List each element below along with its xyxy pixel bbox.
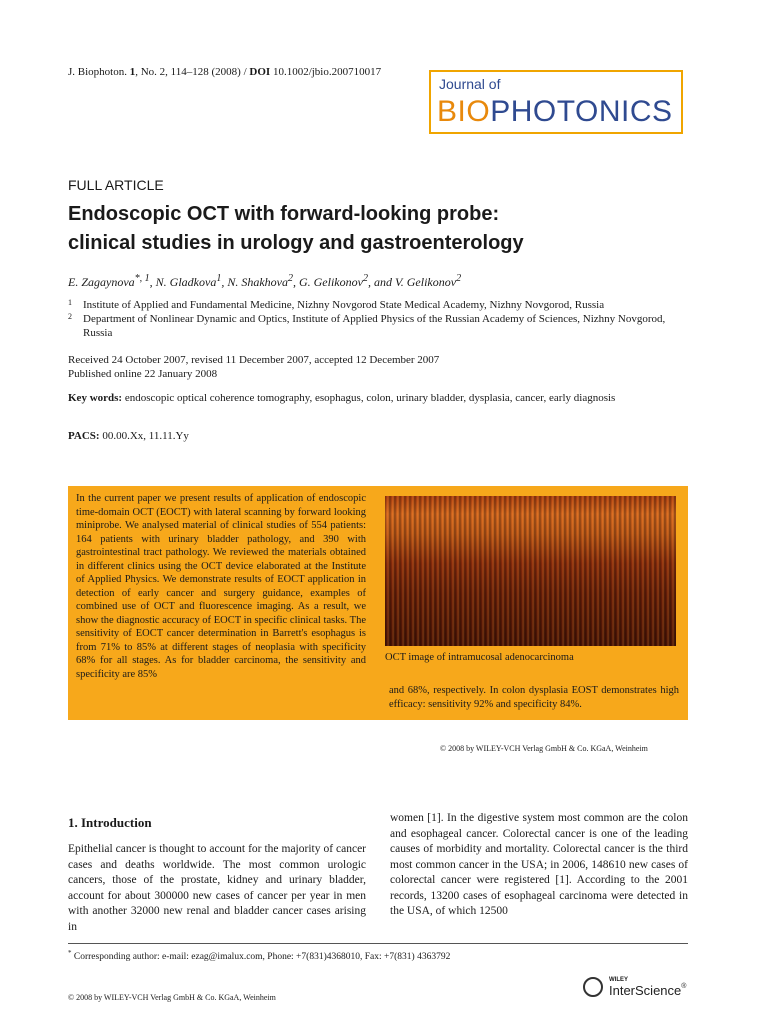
title-line-2: clinical studies in urology and gastroenterology (68, 232, 524, 254)
author-name: G. Gelikonov (298, 275, 363, 289)
body-text-right-column: women [1]. In the digestive system most common are the colon and esophageal cancer. Colorectal cancer is one of the leading causes of morbidity and mortality. Colorectal cancer is the third most common cancer in the USA; in 2006, 148610 new cases of colorectal cancer were registered [1]. According to the 2001 records, 13200 cases of esophageal carcinoma were detected in the USA, of which 12500 (390, 812, 688, 917)
logo-name-bio: BIO (437, 95, 491, 128)
citation-journal: J. Biophoton. (68, 66, 127, 78)
author-name: E. Zagaynova (68, 275, 135, 289)
author-affiliation-mark: 2 (456, 273, 462, 284)
footnote-divider (68, 943, 688, 944)
doi-label: DOI (249, 66, 271, 78)
journal-logo (429, 70, 683, 134)
pacs-text: 00.00.Xx, 11.11.Yy (99, 430, 189, 442)
received-date: Received 24 October 2007, revised 11 December 2007, accepted 12 December 2007 (68, 354, 440, 366)
article-type: FULL ARTICLE (68, 177, 164, 193)
logo-journal-of-text: Journal of (439, 76, 501, 92)
author-separator: , (292, 275, 299, 289)
affiliation-number: 1 (68, 298, 72, 307)
affiliation-number: 2 (68, 312, 72, 321)
published-date: Published online 22 January 2008 (68, 368, 218, 380)
oct-image (385, 496, 676, 646)
pacs-label: PACS: (68, 430, 100, 442)
author-name: N. Shakhova (227, 275, 288, 289)
citation-details: , No. 2, 114–128 (2008) / (135, 66, 250, 78)
keywords-label: Key words: (68, 392, 123, 404)
author-affiliation-mark: 2 (362, 273, 368, 284)
section-heading-introduction: 1. Introduction (68, 815, 152, 830)
abstract-box (68, 486, 688, 720)
body-text-left-column: Epithelial cancer is thought to account for the majority of cancer cases and deaths worldwide. The most common urologic cancers, those of the prostate, kidney and urinary bladder, account for about 300000 new cases of cancer per year in men with another 32000 new renal and bladder cancer cases arising in (68, 843, 366, 933)
footnote-mark: * (68, 949, 72, 957)
author-affiliation-mark: *, 1 (134, 273, 150, 284)
wiley-circle-icon (583, 977, 603, 997)
affiliations (68, 298, 688, 340)
logo-name-photonics: PHOTONICS (490, 95, 673, 128)
page-copyright: © 2008 by WILEY-VCH Verlag GmbH & Co. KGaA, Weinheim (68, 993, 276, 1002)
abstract-copyright: © 2008 by WILEY-VCH Verlag GmbH & Co. KGaA, Weinheim (440, 744, 648, 753)
author-separator: , (221, 275, 228, 289)
author-affiliation-mark: 1 (216, 273, 222, 284)
affiliation-item (68, 298, 688, 312)
author-separator: , (149, 275, 156, 289)
oct-image-caption: OCT image of intramucosal adenocarcinoma (385, 652, 574, 663)
doi-link[interactable]: 10.1002/jbio.200710017 (272, 66, 382, 78)
pacs (68, 430, 189, 442)
wiley-small-text: WILEY (609, 977, 628, 983)
author-affiliation-mark: 2 (287, 273, 293, 284)
author-name: V. Gelikonov (394, 275, 457, 289)
author-list (68, 273, 461, 290)
registered-mark: ® (681, 983, 687, 990)
citation-line (68, 66, 381, 78)
affiliation-text: Department of Nonlinear Dynamic and Optics, Institute of Applied Physics of the Russian Academy of Sciences, Nizhny Novgorod, Russia (83, 313, 666, 339)
logo-journal-name (437, 94, 673, 130)
article-dates (68, 353, 439, 381)
affiliation-item (68, 312, 688, 340)
citation-volume: 1 (129, 66, 136, 78)
author-name: N. Gladkova (155, 275, 217, 289)
wiley-interscience-logo (583, 975, 693, 1005)
abstract-continuation: and 68%, respectively. In colon dysplasia EOST demonstrates high efficacy: sensitivity 92% and specificity 84%. (389, 685, 679, 710)
affiliation-text: Institute of Applied and Fundamental Medicine, Nizhny Novgorod State Medical Academy, Nizhny Novgorod, Russia (83, 299, 605, 311)
footnote-text: Corresponding author: e-mail: ezag@imalux.com, Phone: +7(831)4368010, Fax: +7(831) 4363792 (71, 952, 451, 963)
interscience-text (609, 983, 686, 998)
publisher-name: InterScience (609, 983, 682, 998)
author-separator: , and (367, 275, 395, 289)
keywords-text: endoscopic optical coherence tomography, esophagus, colon, urinary bladder, dysplasia, cancer, early diagnosis (122, 392, 616, 404)
keywords (68, 391, 628, 405)
corresponding-author-footnote (68, 949, 450, 962)
article-title (68, 200, 708, 258)
title-line-1: Endoscopic OCT with forward-looking probe: (68, 203, 500, 225)
abstract-text: In the current paper we present results of application of endoscopic time-domain OCT (EOCT) with lateral scanning by forward looking miniprobe. We analysed material of clinical studies of 554 patients: 164 patients with urinary bladder pathology, and 390 with gastrointestinal tract pathology. We reviewed the materials obtained in different clinics using the OCT device elaborated at the Institute of Applied Physics. We demonstrate results of EOCT application in detection of early cancer and surgery guidance, examples of combined use of OCT and fluorescence imaging. As a result, we show the diagnostic accuracy of EOCT in specific clinical tasks. The sensitivity of EOCT cancer determination in Barrett's esophagus is from 71% to 85% at different stages of neoplasia with specificity 68% for all stages. As for bladder carcinoma, the sensitivity and specificity are 85% (76, 493, 366, 680)
